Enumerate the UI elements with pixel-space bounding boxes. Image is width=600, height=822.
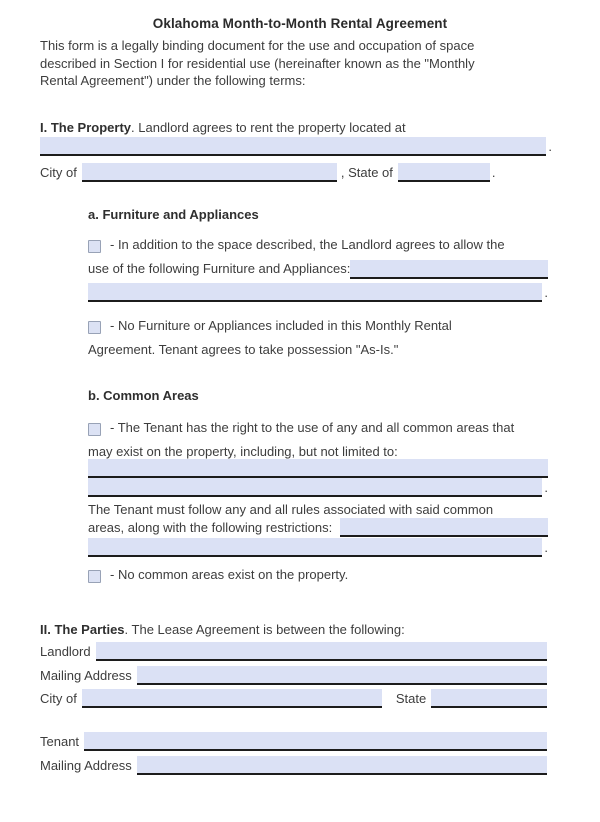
- furniture-none-option: [88, 316, 452, 336]
- landlord-state-label: State: [395, 691, 427, 706]
- section-2-heading-rest: . The Lease Agreement is between the following:: [124, 622, 405, 637]
- property-state-field[interactable]: [398, 163, 490, 182]
- tenant-mailing-field[interactable]: [137, 756, 547, 775]
- property-city-state-row: [40, 163, 552, 182]
- common-none-option: [88, 565, 348, 585]
- intro-line: described in Section I for residential use (hereinafter known as the "Monthly: [40, 55, 475, 71]
- landlord-state-field[interactable]: [431, 689, 547, 708]
- restrictions-field-2[interactable]: [88, 538, 542, 557]
- furniture-list-field[interactable]: [350, 260, 548, 279]
- common-use-text-line1: - The Tenant has the right to the use of any and all common areas that: [110, 420, 515, 435]
- tenant-mailing-label: Mailing Address: [40, 758, 132, 773]
- rules-line2: [88, 518, 548, 537]
- tenant-name-field[interactable]: [84, 732, 547, 751]
- landlord-mailing-label: Mailing Address: [40, 668, 132, 683]
- tenant-row: [40, 732, 547, 751]
- furniture-period: .: [544, 285, 548, 300]
- section-1-heading-bold: I. The Property: [40, 120, 132, 135]
- landlord-city-field[interactable]: [82, 689, 382, 708]
- intro-line: This form is a legally binding document for the use and occupation of space: [40, 38, 475, 53]
- common-none-text: - No common areas exist on the property.: [110, 567, 349, 582]
- landlord-label: Landlord: [40, 644, 91, 659]
- document-title: Oklahoma Month-to-Month Rental Agreement: [152, 16, 448, 31]
- state-separator: , State of: [340, 165, 393, 180]
- furniture-none-text-line1: - No Furniture or Appliances included in this Monthly Rental: [110, 318, 452, 333]
- section-2-heading-bold: II. The Parties: [40, 622, 125, 637]
- common-use-text-line2: may exist on the property, including, but not limited to:: [88, 444, 398, 459]
- landlord-mailing-row: [40, 666, 547, 685]
- section-1-heading-rest: . Landlord agrees to rent the property located at: [131, 120, 406, 135]
- furniture-allow-text-line1: - In addition to the space described, the Landlord agrees to allow the: [110, 237, 505, 252]
- furniture-heading: a. Furniture and Appliances: [88, 207, 259, 222]
- furniture-none-text-line2: Agreement. Tenant agrees to take possession "As-Is.": [88, 342, 399, 357]
- landlord-row: [40, 642, 547, 661]
- furniture-allow-text-line2: use of the following Furniture and Appliances:: [88, 261, 351, 276]
- furniture-none-checkbox[interactable]: [88, 321, 101, 334]
- common-areas-list-field[interactable]: [88, 459, 548, 478]
- common-areas-list-row2: [88, 478, 548, 497]
- section-1-heading: [40, 120, 406, 135]
- property-address-row: [40, 137, 552, 156]
- furniture-allow-line2: [88, 259, 548, 279]
- common-use-checkbox[interactable]: [88, 423, 101, 436]
- section-2-heading: [40, 622, 405, 637]
- restrictions-row2: [88, 538, 548, 557]
- common-areas-list-field-2[interactable]: [88, 478, 542, 497]
- furniture-none-line2: [88, 340, 398, 360]
- property-city-field[interactable]: [82, 163, 337, 182]
- restrictions-field[interactable]: [340, 518, 548, 537]
- property-address-field[interactable]: [40, 137, 546, 156]
- common-none-checkbox[interactable]: [88, 570, 101, 583]
- city-label: City of: [40, 165, 77, 180]
- furniture-allow-option: [88, 235, 505, 255]
- landlord-name-field[interactable]: [96, 642, 547, 661]
- restrictions-period: .: [544, 540, 548, 555]
- furniture-allow-checkbox[interactable]: [88, 240, 101, 253]
- furniture-list-row2: [88, 283, 548, 302]
- common-areas-list-row1: [88, 459, 548, 478]
- landlord-city-label: City of: [40, 691, 77, 706]
- tenant-label: Tenant: [40, 734, 80, 749]
- common-use-option: [88, 418, 514, 438]
- tenant-mailing-row: [40, 756, 547, 775]
- city-state-period: .: [491, 165, 496, 180]
- intro-paragraph: [40, 37, 562, 90]
- common-areas-period: .: [544, 480, 548, 495]
- address-period: .: [548, 139, 552, 154]
- intro-line: Rental Agreement") under the following terms:: [40, 73, 306, 88]
- landlord-mailing-field[interactable]: [137, 666, 547, 685]
- furniture-list-field-2[interactable]: [88, 283, 542, 302]
- rules-text-line1: The Tenant must follow any and all rules associated with said common: [88, 502, 494, 517]
- common-areas-heading: b. Common Areas: [88, 388, 199, 403]
- rules-text-line2: areas, along with the following restrictions:: [88, 520, 333, 535]
- landlord-city-state-row: [40, 689, 547, 708]
